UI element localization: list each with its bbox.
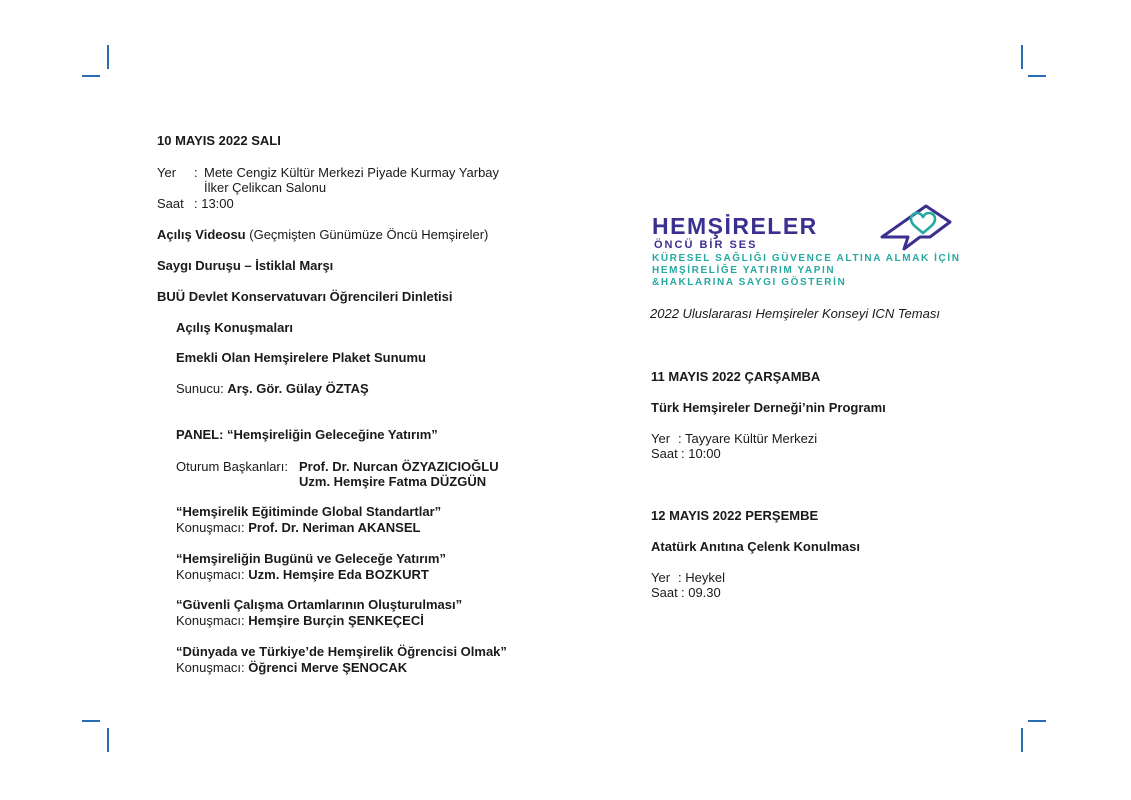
day2-venue-value: : Tayyare Kültür Merkezi xyxy=(678,431,818,446)
talk-speaker xyxy=(176,520,420,535)
day2-date: 11 MAYIS 2022 ÇARŞAMBA xyxy=(651,369,821,384)
speaker-name: Uzm. Hemşire Eda BOZKURT xyxy=(248,567,429,582)
venue-label: Yer xyxy=(157,165,177,180)
day2-event: Türk Hemşireler Derneği’nin Programı xyxy=(651,400,886,415)
speaker-name: Hemşire Burçin ŞENKEÇECİ xyxy=(248,613,424,628)
day2-venue-label: Yer xyxy=(651,431,671,446)
day3-event: Atatürk Anıtına Çelenk Konulması xyxy=(651,539,860,554)
logo-tagline: HEMŞİRELİĞE YATIRIM YAPIN xyxy=(652,265,836,276)
chairs-label: Oturum Başkanları: xyxy=(176,459,288,474)
logo-caption: 2022 Uluslararası Hemşireler Konseyi ICN Teması xyxy=(650,306,940,321)
time-label: Saat xyxy=(157,196,184,211)
day3-venue-value: : Heykel xyxy=(678,570,725,585)
day1-date: 10 MAYIS 2022 SALI xyxy=(157,133,281,148)
speaker-label: Konuşmacı: xyxy=(176,520,249,535)
talk-title: “Dünyada ve Türkiye’de Hemşirelik Öğrencisi Olmak” xyxy=(176,644,507,659)
talk-title: “Güvenli Çalışma Ortamlarının Oluşturulması” xyxy=(176,597,463,612)
speaker-name: Prof. Dr. Neriman AKANSEL xyxy=(248,520,421,535)
talk-speaker xyxy=(176,613,424,628)
opening-video xyxy=(157,227,488,242)
talk-speaker xyxy=(176,567,429,582)
conservatory-item: BUÜ Devlet Konservatuvarı Öğrencileri Dinletisi xyxy=(157,289,453,304)
day3-time-value: : 09.30 xyxy=(681,585,721,600)
day3-venue-label: Yer xyxy=(651,570,671,585)
crop-mark xyxy=(82,720,100,722)
speaker-label: Konuşmacı: xyxy=(176,660,249,675)
crop-mark xyxy=(1021,45,1023,69)
talk-speaker xyxy=(176,660,407,675)
logo-tagline: KÜRESEL SAĞLIĞI GÜVENCE ALTINA ALMAK İÇİN xyxy=(652,253,961,264)
speech-heart-icon xyxy=(878,202,954,252)
logo-title: HEMŞİRELER xyxy=(652,213,818,239)
crop-mark xyxy=(107,45,109,69)
opening-speeches: Açılış Konuşmaları xyxy=(176,320,294,335)
logo-subtitle: ÖNCÜ BİR SES xyxy=(654,239,758,251)
panel-title: PANEL: “Hemşireliğin Geleceğine Yatırım” xyxy=(176,427,438,442)
presenter xyxy=(176,381,369,396)
chair-name: Uzm. Hemşire Fatma DÜZGÜN xyxy=(299,474,487,489)
venue-value-cont: İlker Çelikcan Salonu xyxy=(204,180,327,195)
speaker-label: Konuşmacı: xyxy=(176,613,249,628)
crop-mark xyxy=(1028,720,1046,722)
respect-item: Saygı Duruşu – İstiklal Marşı xyxy=(157,258,334,273)
opening-video-subtitle: (Geçmişten Günümüze Öncü Hemşireler) xyxy=(245,227,489,242)
talk-title: “Hemşireliğin Bugünü ve Geleceğe Yatırım” xyxy=(176,551,446,566)
speaker-label: Konuşmacı: xyxy=(176,567,249,582)
opening-video-title: Açılış Videosu xyxy=(157,227,246,242)
day2-time-value: : 10:00 xyxy=(681,446,721,461)
presenter-label: Sunucu: xyxy=(176,381,228,396)
crop-mark xyxy=(1021,728,1023,752)
presenter-name: Arş. Gör. Gülay ÖZTAŞ xyxy=(227,381,369,396)
day3-date: 12 MAYIS 2022 PERŞEMBE xyxy=(651,508,819,523)
venue-value: Mete Cengiz Kültür Merkezi Piyade Kurmay Yarbay xyxy=(204,165,500,180)
speaker-name: Öğrenci Merve ŞENOCAK xyxy=(248,660,408,675)
crop-mark xyxy=(107,728,109,752)
crop-mark xyxy=(82,75,100,77)
plaque-item: Emekli Olan Hemşirelere Plaket Sunumu xyxy=(176,350,426,365)
day3-time-label: Saat xyxy=(651,585,678,600)
crop-mark xyxy=(1028,75,1046,77)
time-value: : 13:00 xyxy=(194,196,234,211)
logo-tagline: &HAKLARINA SAYGI GÖSTERİN xyxy=(652,277,847,288)
talk-title: “Hemşirelik Eğitiminde Global Standartlar” xyxy=(176,504,442,519)
chair-name: Prof. Dr. Nurcan ÖZYAZICIOĞLU xyxy=(299,459,499,474)
day2-time-label: Saat xyxy=(651,446,678,461)
venue-colon: : xyxy=(194,165,198,180)
